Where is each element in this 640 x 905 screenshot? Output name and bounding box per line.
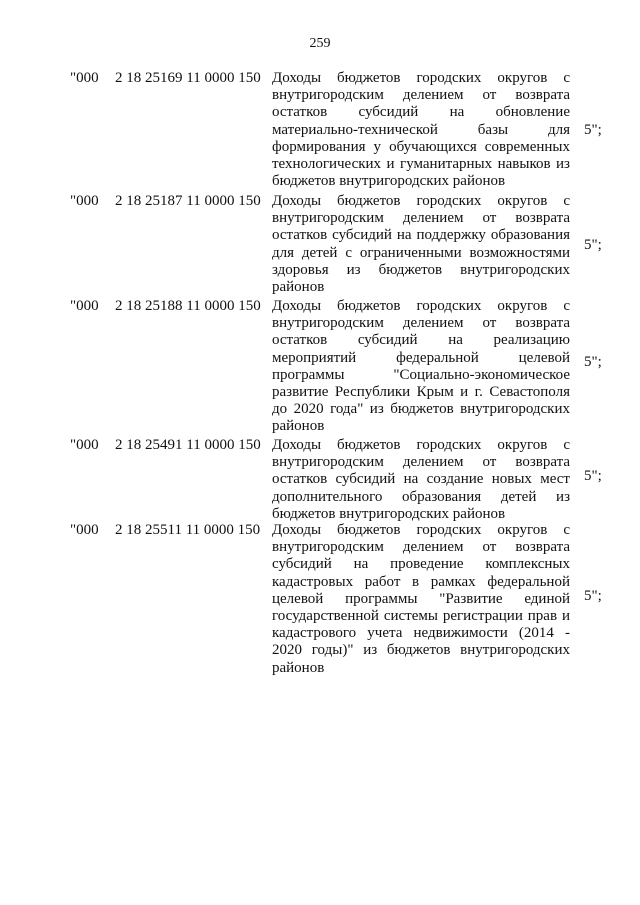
revenue-description: Доходы бюджетов городских округов с внутригородским делением от возврата субсидий на проведение комплексных кадастровых работ в рамках федеральной целевой программы "Развитие единой государственной системы регистрации прав и кадастрового учета недвижимости (2014 - 2020 годы)" из бюджетов внутригородских районов [272, 522, 570, 676]
admin-code: "000 [70, 70, 99, 86]
allocation-norm: 5"; [584, 237, 602, 253]
admin-code: "000 [70, 437, 99, 453]
revenue-description: Доходы бюджетов городских округов с внутригородским делением от возврата остатков субсидий на создание новых мест дополнительного образования детей из бюджетов внутригородских районов [272, 437, 570, 522]
budget-classification-code: 2 18 25188 11 0000 150 [115, 298, 261, 314]
allocation-norm: 5"; [584, 354, 602, 370]
revenue-description: Доходы бюджетов городских округов с внутригородским делением от возврата остатков субсидий на поддержку образования для детей с ограниченными возможностями здоровья из бюджетов внутригородских районов [272, 193, 570, 296]
budget-classification-code: 2 18 25187 11 0000 150 [115, 193, 261, 209]
admin-code: "000 [70, 193, 99, 209]
page-number: 259 [309, 36, 331, 51]
budget-classification-code: 2 18 25511 11 0000 150 [115, 522, 261, 538]
allocation-norm: 5"; [584, 122, 602, 138]
admin-code: "000 [70, 298, 99, 314]
revenue-description: Доходы бюджетов городских округов с внутригородским делением от возврата остатков субсидий на реализацию мероприятий федеральной целевой программы "Социально-экономическое развитие Республики Крым и г. Севастополя до 2020 года" из бюджетов внутригородских районов [272, 298, 570, 435]
allocation-norm: 5"; [584, 468, 602, 484]
allocation-norm: 5"; [584, 588, 602, 604]
admin-code: "000 [70, 522, 99, 538]
budget-classification-code: 2 18 25491 11 0000 150 [115, 437, 261, 453]
budget-classification-code: 2 18 25169 11 0000 150 [115, 70, 261, 86]
revenue-description: Доходы бюджетов городских округов с внутригородским делением от возврата остатков субсидий на обновление материально-технической базы для формирования у обучающихся современных технологических и гуманитарных навыков из бюджетов внутригородских районов [272, 70, 570, 190]
